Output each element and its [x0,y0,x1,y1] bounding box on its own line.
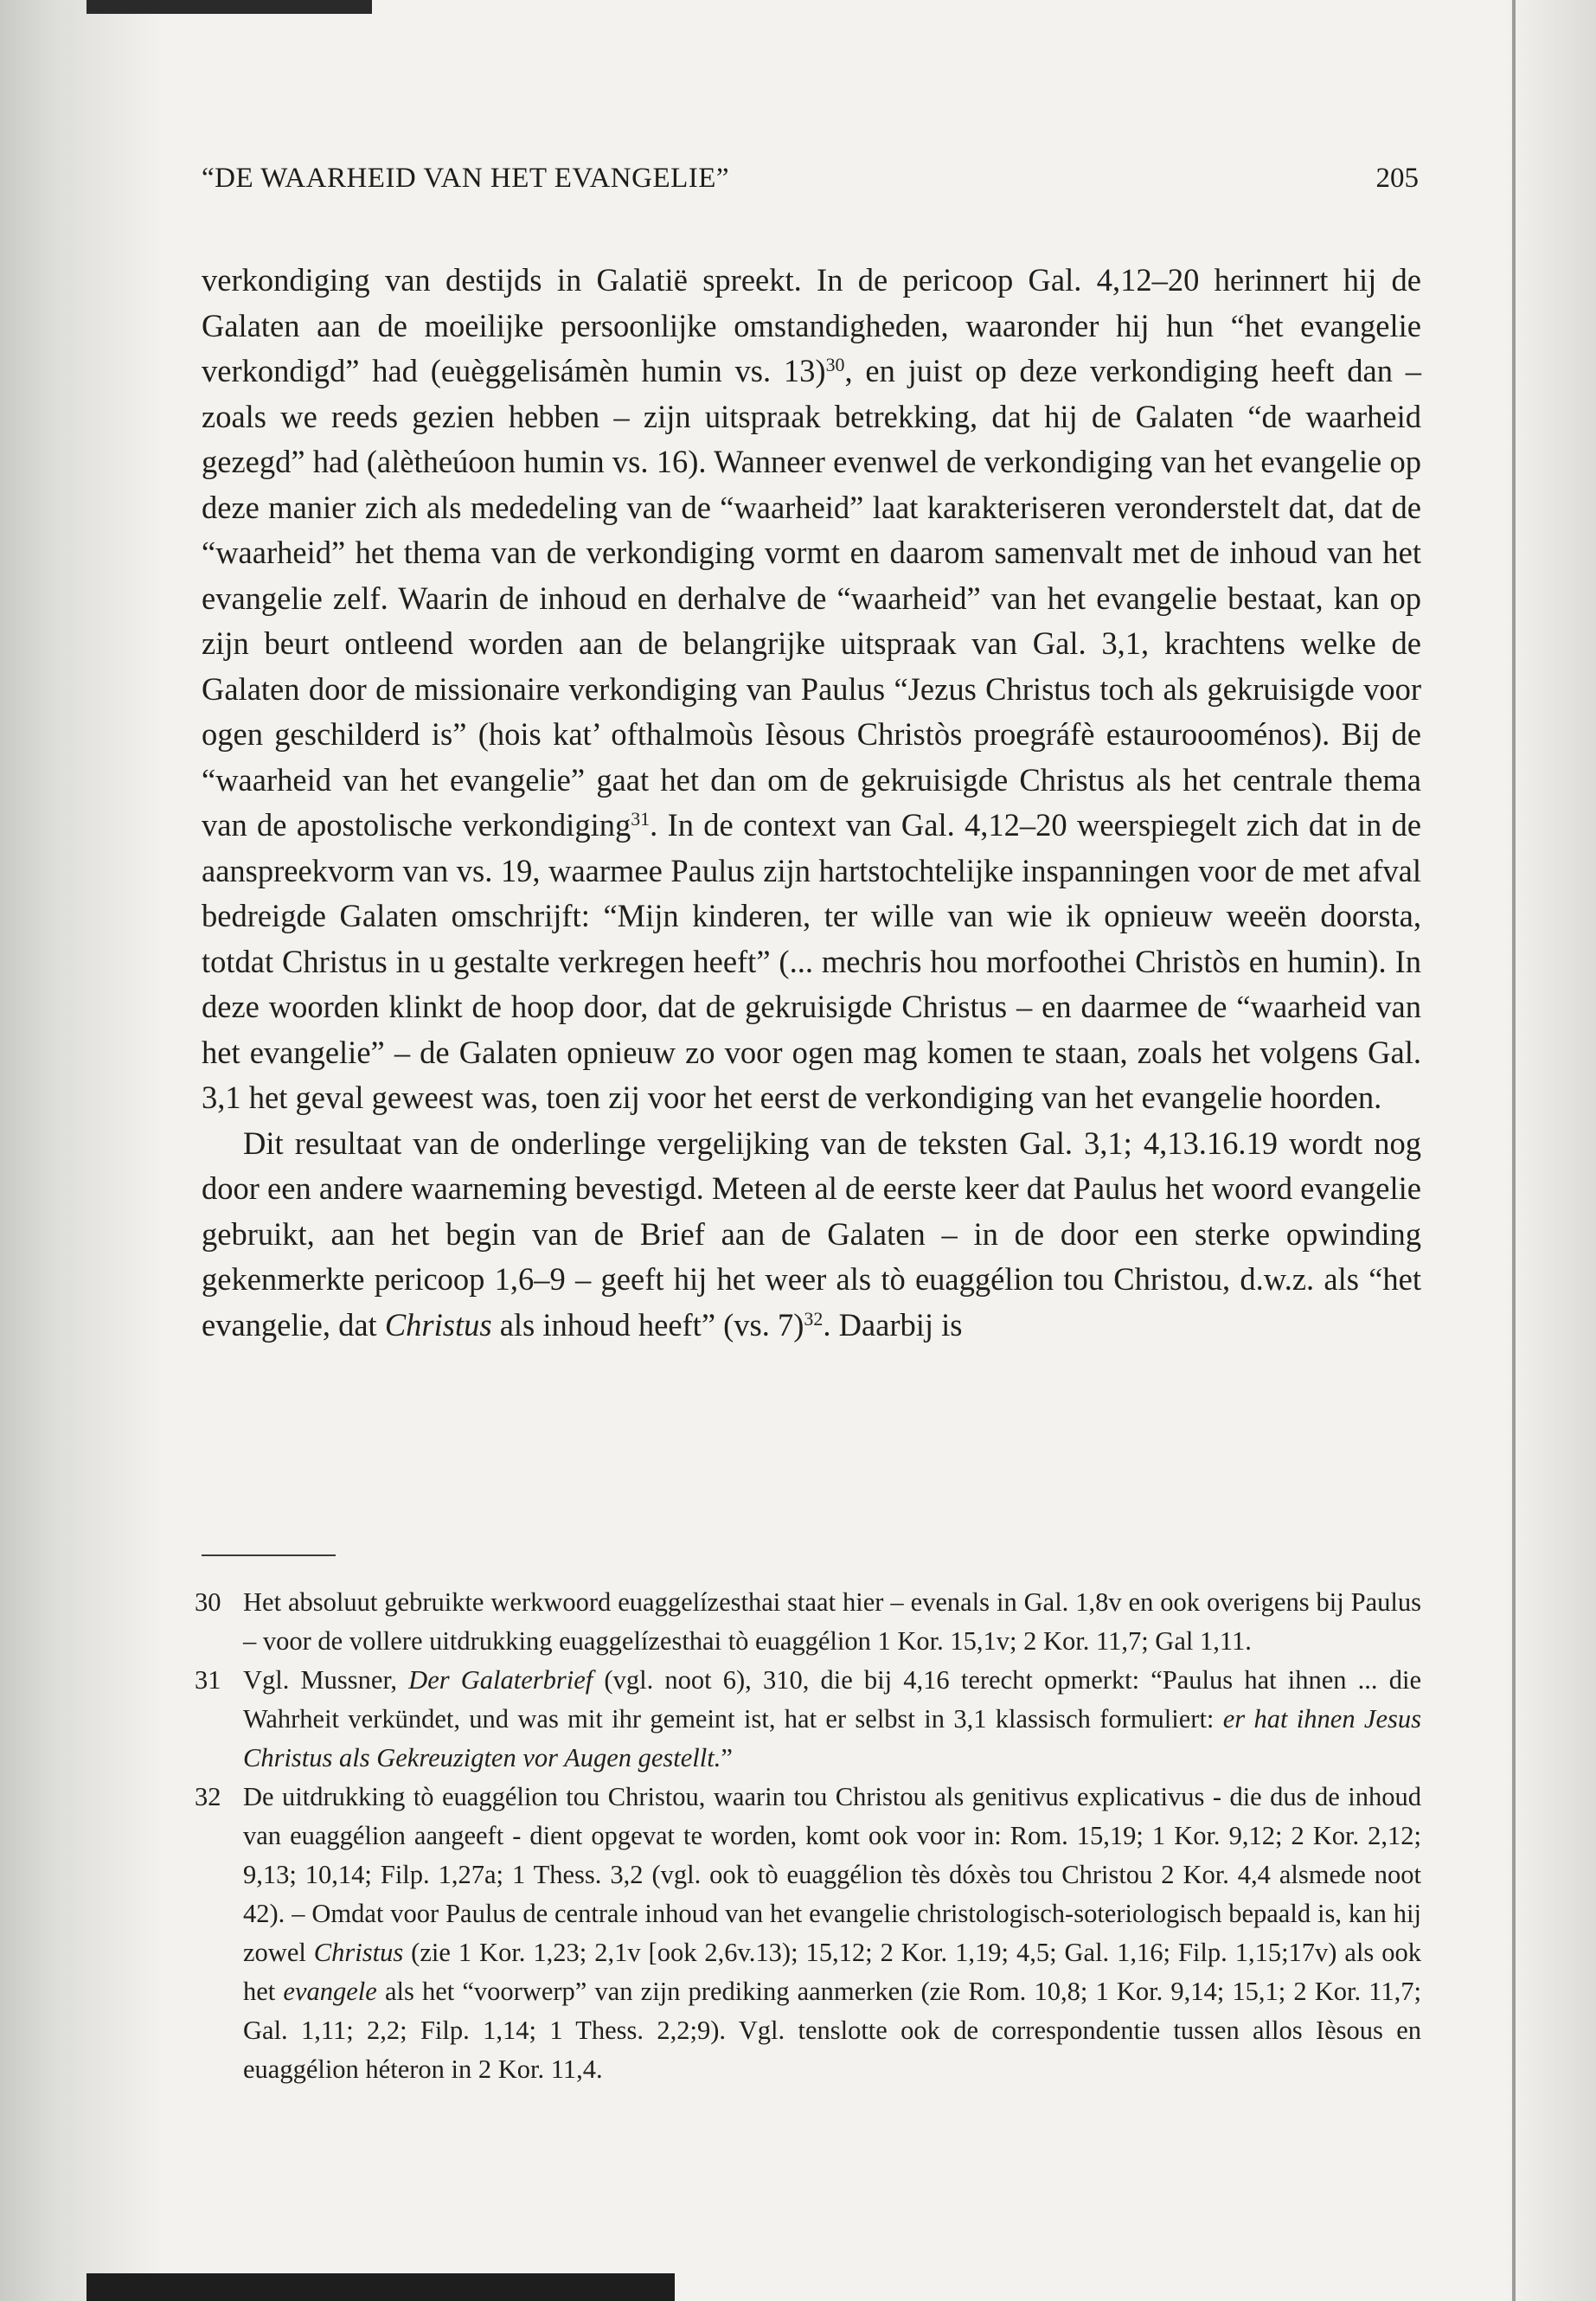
paragraph-1-part-2: , en juist op deze verkondiging heeft dan – zoals we reeds gezien hebben – zijn uitspraak betrekking, dat hij de Galaten “de waarheid gezegd” had (alètheúoon humin vs. 16). Wanneer evenwel de verkondiging van het evangelie op deze manier zich als mededeling van de “waarheid” laat karakteriseren veronderstelt dat, dat de “waarheid” het thema van de verkondiging vormt en daarom samenvalt met de inhoud van het evangelie zelf. Waarin de inhoud en derhalve de “waarheid” van het evangelie bestaat, kan op zijn beurt ontleend worden aan de belangrijke uitspraak van Gal. 3,1, krachtens welke de Galaten door de missionaire verkondiging van Paulus “Jezus Christus toch als gekruisigde voor ogen geschilderd is” (hois kat’ ofthalmoùs Ièsous Christòs proegráfè estauroooménos). Bij de “waarheid van het evangelie” gaat het dan om de gekruisigde Christus als het centrale thema van de apostolische verkondiging [202,353,1421,843]
paragraph-1-part-1: verkondiging van destijds in Galatië spreekt. In de pericoop Gal. 4,12–20 herinnert hij de Galaten aan de moeilijke persoonlijke omstandigheden, waaronder hij hun “het evangelie verkondigd” had (euèggelisámèn humin vs. 13) [202,262,1421,388]
footnote-text: Vgl. Mussner, [243,1665,409,1695]
footnote-divider [202,1554,336,1556]
footnote-number: 32 [195,1782,221,1811]
footnote-italic-term: Christus [313,1938,404,1967]
footnote-text: Het absoluut gebruikte werkwoord euaggelízesthai staat hier – evenals in Gal. 1,8v en ook overigens bij Paulus – voor de vollere uitdrukking euaggelízesthai tò euaggélion 1 Kor. 15,1v; 2 Kor. 11,7; Gal 1,11. [243,1587,1421,1656]
footnote-text: als het “voorwerp” van zijn prediking aanmerken (zie Rom. 10,8; 1 Kor. 9,14; 15,1; 2 Kor. 11,7; Gal. 1,11; 2,2; Filp. 1,14; 1 Thess. 2,2;9). Vgl. tenslotte ook de correspondentie tussen allos Ièsous en euaggélion héteron in 2 Kor. 11,4. [243,1977,1422,2084]
scan-page-edge-line [1512,0,1516,2301]
running-head: “DE WAARHEID VAN HET EVANGELIE” [202,163,730,194]
page-header [202,163,1419,206]
footnote-31 [195,1661,1421,1778]
page-number: 205 [1375,163,1419,194]
footnote-text: (zie 1 Kor. 1,23; 2,1v [ook 2,6v.13); 15,12; 2 Kor. 1,19; 4,5; Gal. 1,16; Filp. 1,15;17v) als ook het [243,1938,1422,2006]
footnote-text: (vgl. noot 6), 310, die bij 4,16 terecht opmerkt: “Paulus hat ihnen ... die Wahrheit verkündet, und was mit ihr gemeint ist, hat er selbst in 3,1 klassisch formuliert: [243,1665,1421,1734]
footnote-text: De uitdrukking tò euaggélion tou Christou, waarin tou Christou als genitivus explicativus - die dus de inhoud van euaggélion aangeeft - dient opgevat te worden, komt ook voor in: Rom. 15,19; 1 Kor. 9,12; 2 Kor. 2,12; 9,13; 10,14; Filp. 1,27a; 1 Thess. 3,2 (vgl. ook tò euaggélion tès dóxès tou Christou 2 Kor. 4,4 alsmede noot 42). – Omdat voor Paulus de centrale inhoud van het evangelie christologisch-soteriologisch bepaald is, kan hij zowel [243,1782,1421,1967]
footnote-32 [195,1778,1421,2089]
main-text [202,258,1421,1348]
footnote-italic-title: Der Galaterbrief [408,1665,593,1695]
paragraph-1 [202,258,1421,1121]
footnote-italic-quote: er hat ihnen Jesus Christus als Gekreuzigten vor Augen gestellt. [243,1704,1421,1772]
scan-bottom-edge [87,2273,675,2301]
paragraph-2-part-1: Dit resultaat van de onderlinge vergelijking van de teksten Gal. 3,1; 4,13.16.19 wordt nog door een andere waarneming bevestigd. Meteen al de eerste keer dat Paulus het woord evangelie gebruikt, aan het begin van de Brief aan de Galaten – in de door een sterke opwinding gekenmerkte pericoop 1,6–9 – geeft hij het weer als tò euaggélion tou Christou, d.w.z. als “het evangelie, dat [202,1125,1421,1343]
footnote-italic-term: evangele [283,1977,377,2006]
footnote-number: 30 [195,1587,221,1617]
scan-gutter-shadow [0,0,164,2301]
footnote-ref-30: 30 [825,353,845,375]
footnotes [195,1583,1421,2089]
paragraph-2-part-3: . Daarbij is [823,1306,963,1343]
scan-right-margin [1505,0,1596,2301]
footnote-ref-32: 32 [804,1307,824,1330]
footnote-text: ” [721,1743,733,1772]
paragraph-2 [202,1121,1421,1349]
paragraph-2-part-2: als inhoud heeft” (vs. 7) [491,1306,804,1343]
paragraph-1-part-3: . In de context van Gal. 4,12–20 weerspiegelt zich dat in de aanspreekvorm van vs. 19, waarmee Paulus zijn hartstochtelijke inspanningen voor de met afval bedreigde Galaten omschrijft: “Mijn kinderen, ter wille van wie ik opnieuw weeën doorsta, totdat Christus in u gestalte verkregen heeft” (... mechris hou morfoothei Christòs en humin). In deze woorden klinkt de hoop door, dat de gekruisigde Christus – en daarmee de “waarheid van het evangelie” – de Galaten opnieuw zo voor ogen mag komen te staan, zoals het volgens Gal. 3,1 het geval geweest was, toen zij voor het eerst de verkondiging van het evangelie hoorden. [202,807,1421,1115]
footnote-number: 31 [195,1665,221,1695]
scan-top-edge [87,0,372,14]
paragraph-2-emphasis: Christus [384,1306,492,1343]
footnote-ref-31: 31 [631,807,651,830]
footnote-30 [195,1583,1421,1661]
